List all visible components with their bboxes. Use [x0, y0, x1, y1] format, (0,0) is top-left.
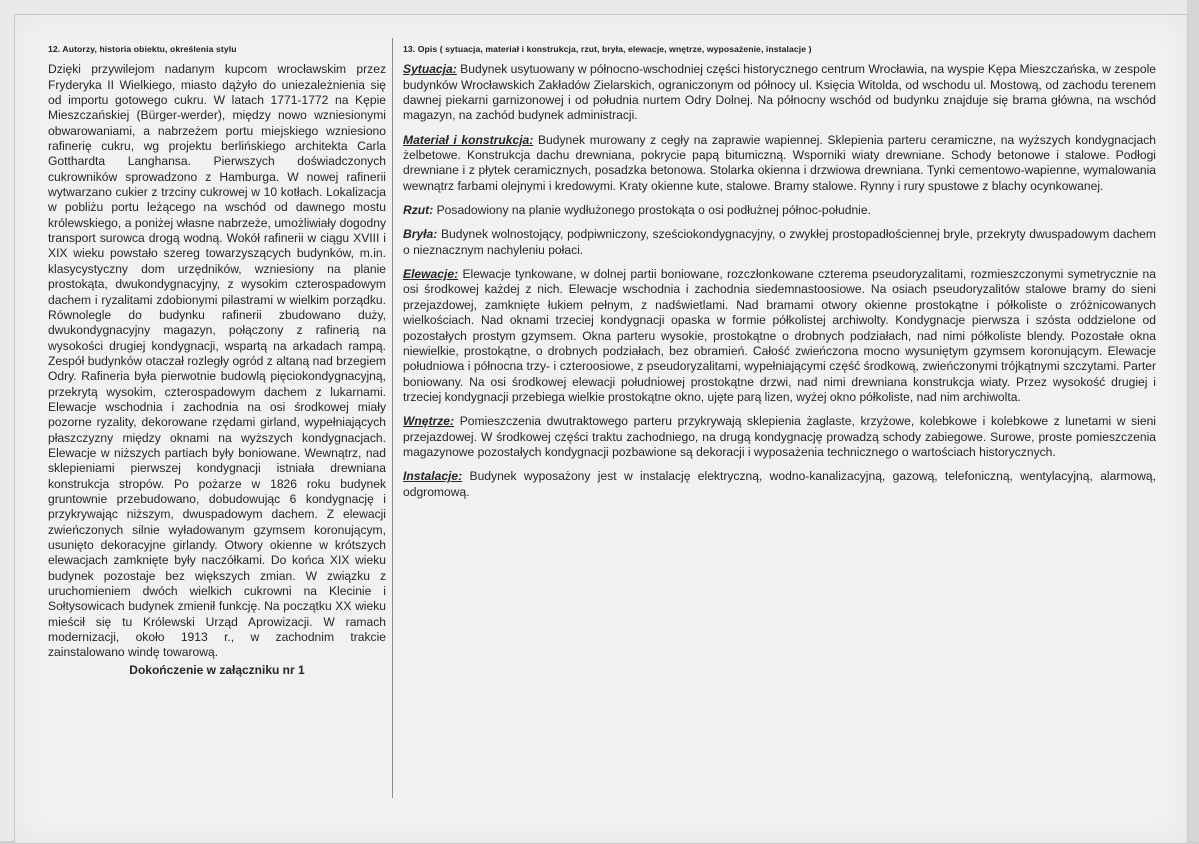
section-12-header: 12. Autorzy, historia obiektu, określenia stylu	[48, 44, 237, 54]
section-13-header: 13. Opis ( sytuacja, materiał i konstrukcja, rzut, bryła, elewacje, wnętrze, wyposażenie, instalacje )	[403, 44, 812, 54]
right-column	[403, 42, 1156, 509]
section-text: Budynek usytuowany w północno-wschodniej części historycznego centrum Wrocławia, na wyspie Kępa Mieszczańska, w zespole budynków Wrocławskich Zakładów Zielarskich, ograniczonym od północy ul. Księcia Witolda, od wschodu ul. Mostową, od zachodu terenem dawnej piekarni garnizonowej i od południa nurtem Odry Dolnej. Na północny wschód od budynku znajduje się brama główna, na wschód magazyn, na zachód budynek administracji.	[403, 62, 1156, 123]
section-label: Materiał i konstrukcja:	[403, 132, 534, 147]
section-label: Sytuacja:	[403, 62, 457, 77]
section-label: Rzut:	[403, 203, 434, 218]
section-wnetrze	[403, 414, 1156, 460]
column-divider	[392, 38, 393, 798]
section-label: Bryła:	[403, 227, 438, 242]
section-bryla	[403, 227, 1156, 258]
section-text: Elewacje tynkowane, w dolnej partii boniowane, rozczłonkowane czterema pseudoryzalitami, rozmieszczonymi symetrycznie na osi środkowej każdej z nich. Elewacje wschodnia i zachodnia siedemnastoosiowe. Na osiach pseudoryzalitów stalowe bramy do sieni przejazdowej, zamknięte łukiem pełnym, z nadświetlami. Nad bramami otwory okienne prostokątne i półkoliste o zróżnicowanych wielkościach. Nad oknami trzeciej kondygnacji opaska w formie półkolistej archiwolty. Kondygnacje pierwsza i szósta oddzielone od pozostałych prostym gzymsem. Okna parteru wysokie, prostokątne o drobnych podziałach, nad nimi półkoliste blendy. Pozostałe okna niewielkie, prostokątne, o drobnych podziałach, bez obramień. Całość zwieńczona mocno wysuniętym gzymsem koronującym. Elewacje południowa i północna trzy- i czteroosiowe, z pseudoryzalitami, wypełniającymi część środkową, zwieńczonymi trójkątnymi szczytami. Parter boniowany. Na osi środkowej elewacji południowej prostokątne drzwi, nad nimi drewniana konstrukcja wiaty. Przez wysokość drugiej i trzeciej kondygnacji przebiega wielkie prostokątne okno, ujęte parą lizen, wyżej okno półkoliste, nad nim archiwolta.	[403, 267, 1156, 404]
section-sytuacja	[403, 62, 1156, 123]
section-label: Wnętrze:	[403, 414, 455, 429]
section-label: Instalacje:	[403, 469, 463, 484]
history-text: Dzięki przywilejom nadanym kupcom wrocławskim przez Fryderyka II Wielkiego, miasto dążyło do uniezależnienia się od importu gotowego cukru. W latach 1771-1772 na Kępie Mieszczańskiej (Bürger-werder), między nowo wzniesionymi obwarowaniami, a nabrzeżem portu miejskiego wzniesiono rafinerię cukru, wg projektu berlińskiego architekta Carla Gotthardta Langhansa. Pierwszych doświadczonych cukrowników sprowadzono z Hamburga. W nowej rafinerii wytwarzano cukier z trzciny cukrowej w 10 kotłach. Lokalizacja w pobliżu portu leżącego na wschód od dawnego mostu królewskiego, a poniżej własne nabrzeże, umożliwiały dogodny transport surowca drogą wodną. Wokół rafinerii w ciągu XVIII i XIX wieku powstało szereg towarzyszących budynków, m.in. klasycystyczny dom urzędników, wzniesiony na planie prostokąta, dwukondygnacyjny, z wysokim czterospadowym dachem i ryzalitami zdobionymi pilastrami w wielkim porządku. Równolegle do budynku rafinerii zbudowano duży, dwukondygnacyjny magazyn, połączony z rafinerią na wysokości drugiej kondygnacji, wspartą na arkadach rampą. Zespół budynków otaczał rozległy ogród z altaną nad brzegiem Odry. Rafineria była pierwotnie budowlą pięciokondygnacyjną, przekrytą wysokim, czterospadowym dachem z lukarnami. Elewacje wschodnia i zachodnia na osi środkowej miały pozorne ryzality, dekorowane rzędami girland, wypełniających płaszczyzny między oknami na wyższych kondygnacjach. Elewacje w niższych partiach były boniowane. Wewnątrz, nad sklepieniami pierwszej kondygnacji istniała drewniana konstrukcja stropów. Po pożarze w 1826 roku budynek gruntownie przebudowano, dobudowując 6 kondygnację i przykrywając niższym, dwuspadowym dachem. Z elewacji zwieńczonych silnie wyładowanym gzymsem koronującym, usunięto dekoracyjne girlandy. Otwory okienne w krótszych elewacjach zamknięte były naczółkami. Do końca XIX wieku budynek pozostaje bez większych zmian. W związku z uruchomieniem dwóch wielkich cukrowni na Klecinie i Sołtysowicach budynek zmienił funkcję. Na początku XX wieku mieścił się tu Królewski Urząd Aprowizacji. W ramach modernizacji, około 1913 r., w zachodnim trakcie zainstalowano windę towarową.	[48, 62, 386, 660]
section-label: Elewacje:	[403, 267, 459, 282]
section-text: Budynek wolnostojący, podpiwniczony, sześciokondygnacyjny, o zwykłej prostopadłościennej bryle, przekryty dwuspadowym dachem o nieznacznym nachyleniu połaci.	[403, 227, 1156, 257]
section-rzut	[403, 203, 1156, 218]
section-text: Pomieszczenia dwutraktowego parteru przykrywają sklepienia żaglaste, krzyżowe, kolebkowe i kolebkowe z lunetami w sieni przejazdowej. W środkowej części traktu zachodniego, na drugą kondygnację prowadzą schody zabiegowe. Surowe, proste pomieszczenia magazynowe pozostałych kondygnacji pozbawione są dekoracji i wyposażenia technicznego o wartościach historycznych.	[403, 414, 1156, 459]
section-material	[403, 133, 1156, 194]
continued-note: Dokończenie w załączniku nr 1	[129, 662, 305, 677]
section-text: Budynek wyposażony jest w instalację elektryczną, wodno-kanalizacyjną, gazową, telefoniczną, wentylacyjną, alarmową, odgromową.	[403, 469, 1156, 499]
section-text: Budynek murowany z cegły na zaprawie wapiennej. Sklepienia parteru ceramiczne, na wyższych kondygnacjach żelbetowe. Konstrukcja dachu drewniana, pokrycie papą bitumiczną. Wsporniki wiaty drewniane. Schody betonowe i stalowe. Podłogi drewniane i z płytek ceramicznych, posadzka betonowa. Stolarka okienna i drzwiowa drewniana. Tynki cementowo-wapienne, wymalowania wewnątrz farbami olejnymi i kredowymi. Kraty okienne kute, stalowe. Bramy stalowe. Rynny i rury spustowe z blachy ocynkowanej.	[403, 132, 1156, 193]
page-edge	[1187, 0, 1199, 844]
left-column	[48, 42, 386, 678]
section-elewacje	[403, 267, 1156, 405]
section-text: Posadowiony na planie wydłużonego prostokąta o osi podłużnej północ-południe.	[436, 203, 871, 218]
section-instalacje	[403, 469, 1156, 500]
